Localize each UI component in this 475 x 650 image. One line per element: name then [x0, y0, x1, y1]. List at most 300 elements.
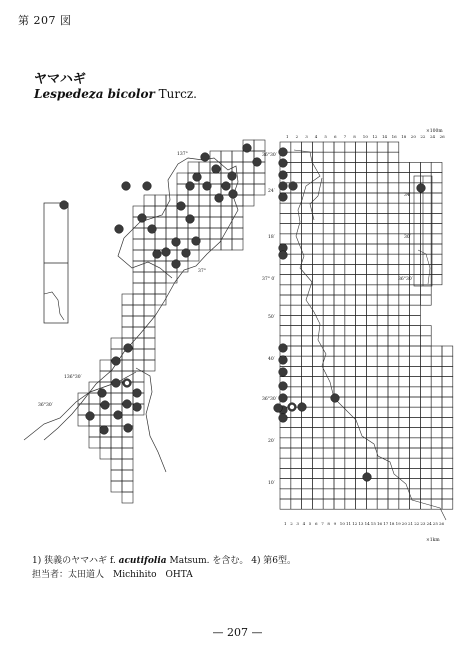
grid-cell — [410, 336, 421, 346]
grid-cell — [431, 183, 442, 193]
grid-cell — [133, 305, 144, 316]
tick-label: 24 — [430, 134, 436, 139]
grid-cell — [210, 173, 221, 184]
grid-cell — [302, 254, 313, 264]
grid-cell — [302, 173, 313, 183]
grid-cell — [399, 346, 410, 356]
grid-cell — [420, 203, 431, 213]
grid-cell — [312, 183, 323, 193]
tick-label: 5 — [324, 134, 327, 139]
grid-cell — [442, 479, 453, 489]
grid-cell — [280, 468, 291, 478]
grid-cell — [280, 275, 291, 285]
grid-cell — [377, 336, 388, 346]
grid-cell — [399, 326, 410, 336]
grid-cell — [111, 426, 122, 437]
grid-cell — [155, 294, 166, 305]
grid-cell — [377, 305, 388, 315]
grid-cell — [243, 184, 254, 195]
grid-cell — [431, 244, 442, 254]
grid-cell — [312, 285, 323, 295]
genus-species: Lespedeza bicolor — [34, 87, 155, 101]
grid-cell — [345, 254, 356, 264]
grid-cell — [122, 437, 133, 448]
grid-cell — [312, 315, 323, 325]
grid-cell — [366, 336, 377, 346]
occurrence-dot — [212, 165, 221, 174]
grid-cell — [280, 305, 291, 315]
grid-cell — [420, 326, 431, 336]
author: Turcz. — [158, 87, 197, 101]
grid-cell — [291, 285, 302, 295]
tick-label: 13 — [358, 521, 364, 526]
grid-cell — [323, 203, 334, 213]
occurrence-dot — [279, 344, 288, 353]
grid-cell — [312, 244, 323, 254]
grid-cell — [420, 234, 431, 244]
grid-cell — [291, 193, 302, 203]
grid-cell — [323, 173, 334, 183]
grid-cell — [410, 254, 421, 264]
grid-cell — [399, 458, 410, 468]
grid-cell — [388, 489, 399, 499]
tick-label: 19 — [395, 521, 401, 526]
lat-30: 36°30′ — [262, 397, 277, 402]
grid-cell — [410, 428, 421, 438]
grid-cell — [345, 458, 356, 468]
grid-cell — [388, 234, 399, 244]
grid-cell — [431, 397, 442, 407]
grid-cell — [356, 356, 367, 366]
grid-cell — [420, 213, 431, 223]
tick-label: 17 — [383, 521, 389, 526]
tick-label: 2 — [295, 134, 299, 139]
grid-cell — [334, 152, 345, 162]
grid-cell — [442, 387, 453, 397]
grid-cell — [431, 479, 442, 489]
grid-cell — [431, 458, 442, 468]
grid-cell — [366, 234, 377, 244]
grid-cell — [420, 295, 431, 305]
grid-cell — [420, 458, 431, 468]
grid-cell — [312, 326, 323, 336]
occurrence-dot — [123, 400, 132, 409]
grid-cell — [377, 142, 388, 152]
tick-label: 4 — [302, 521, 306, 526]
grid-cell — [89, 426, 100, 437]
grid-cell — [420, 377, 431, 387]
grid-cell — [188, 195, 199, 206]
tick-label: 2 — [290, 521, 293, 526]
grid-cell — [377, 468, 388, 478]
page-number: — 207 — — [212, 626, 263, 639]
occurrence-dot — [331, 394, 340, 403]
occurrence-dot — [279, 251, 288, 260]
grid-cell — [280, 264, 291, 274]
grid-cell — [399, 366, 410, 376]
grid-cell — [356, 315, 367, 325]
grid-cell — [399, 336, 410, 346]
occurrence-dot — [279, 148, 288, 157]
grid-cell — [377, 428, 388, 438]
occurrence-dot — [222, 182, 231, 191]
grid-cell — [232, 239, 243, 250]
grid-cell — [334, 428, 345, 438]
grid-cell — [420, 193, 431, 203]
occurrence-dot — [115, 225, 124, 234]
grid-cell — [356, 326, 367, 336]
note1-form: acutifolia — [118, 556, 167, 566]
grid-cell — [302, 438, 313, 448]
grid-cell — [312, 387, 323, 397]
grid-cell — [291, 468, 302, 478]
grid-cell — [243, 195, 254, 206]
grid-cell — [199, 162, 210, 173]
tick-label: 25 — [432, 521, 438, 526]
grid-cell — [388, 315, 399, 325]
grid-cell — [356, 458, 367, 468]
grid-cell — [366, 326, 377, 336]
grid-cell — [144, 294, 155, 305]
lat-18: 18′ — [268, 235, 275, 240]
grid-cell — [399, 305, 410, 315]
tick-label: 8 — [353, 134, 356, 139]
grid-cell — [243, 162, 254, 173]
occurrence-dot — [100, 426, 109, 435]
tick-label: 1 — [284, 521, 287, 526]
grid-cell — [291, 489, 302, 499]
grid-cell — [388, 377, 399, 387]
grid-cell — [356, 173, 367, 183]
grid-cell — [388, 417, 399, 427]
grid-cell — [431, 213, 442, 223]
grid-cell — [366, 285, 377, 295]
grid-cell — [232, 151, 243, 162]
japanese-name: ヤマハギ — [34, 72, 86, 87]
grid-cell — [366, 152, 377, 162]
grid-cell — [388, 346, 399, 356]
grid-cell — [334, 448, 345, 458]
grid-cell — [334, 183, 345, 193]
grid-cell — [377, 285, 388, 295]
occurrence-dot — [182, 249, 191, 258]
grid-cell — [334, 366, 345, 376]
grid-cell — [377, 346, 388, 356]
grid-cell — [323, 438, 334, 448]
grid-cell — [442, 346, 453, 356]
inset-map — [44, 203, 68, 323]
grid-cell — [302, 428, 313, 438]
grid-cell — [122, 448, 133, 459]
grid-cell — [388, 244, 399, 254]
grid-cell — [399, 173, 410, 183]
grid-cell — [377, 366, 388, 376]
grid-cell — [420, 173, 431, 183]
grid-cell — [431, 428, 442, 438]
grid-cell — [377, 152, 388, 162]
grid-cell — [366, 489, 377, 499]
grid-cell — [291, 346, 302, 356]
grid-cell — [345, 305, 356, 315]
grid-cell — [410, 203, 421, 213]
tick-label: 20 — [410, 134, 416, 139]
grid-cell — [144, 272, 155, 283]
grid-cell — [323, 479, 334, 489]
occurrence-dot — [112, 379, 121, 388]
grid-cell — [399, 162, 410, 172]
grid-cell — [323, 285, 334, 295]
dot-center — [125, 381, 129, 385]
grid-cell — [323, 305, 334, 315]
grid-cell — [431, 234, 442, 244]
grid-cell — [377, 315, 388, 325]
grid-cell — [254, 173, 265, 184]
grid-cell — [431, 387, 442, 397]
grid-cell — [420, 336, 431, 346]
grid-cell — [133, 283, 144, 294]
grid-cell — [302, 468, 313, 478]
grid-cell — [377, 234, 388, 244]
grid-cell — [302, 366, 313, 376]
grid-cell — [323, 152, 334, 162]
grid-cell — [399, 315, 410, 325]
grid-cell — [144, 195, 155, 206]
grid-cell — [356, 152, 367, 162]
grid-cell — [210, 239, 221, 250]
grid-cell — [111, 448, 122, 459]
grid-cell — [323, 428, 334, 438]
grid-cell — [166, 228, 177, 239]
occurrence-dot — [186, 215, 195, 224]
grid-cell — [377, 499, 388, 509]
grid-cell — [345, 377, 356, 387]
grid-cell — [312, 448, 323, 458]
inset-a: 34′ — [404, 193, 411, 198]
grid-cell — [366, 499, 377, 509]
grid-cell — [345, 489, 356, 499]
grid-cell — [334, 162, 345, 172]
grid-cell — [388, 142, 399, 152]
grid-cell — [366, 305, 377, 315]
occurrence-dot — [101, 401, 110, 410]
grid-cell — [302, 326, 313, 336]
grid-cell — [366, 428, 377, 438]
grid-cell — [366, 183, 377, 193]
dot-center — [290, 405, 294, 409]
grid-cell — [312, 377, 323, 387]
grid-cell — [334, 438, 345, 448]
grid-cell — [166, 217, 177, 228]
grid-cell — [312, 224, 323, 234]
occurrence-dot — [192, 237, 201, 246]
grid-cell — [377, 213, 388, 223]
grid-cell — [399, 254, 410, 264]
grid-cell — [345, 275, 356, 285]
tick-label: 16 — [391, 134, 397, 139]
grid-cell — [144, 349, 155, 360]
grid-cell — [210, 151, 221, 162]
grid-cell — [399, 213, 410, 223]
grid-cell — [356, 438, 367, 448]
grid-cell — [420, 407, 431, 417]
coord-sw1: 136°30′ — [64, 375, 82, 380]
grid-cell — [345, 295, 356, 305]
grid-cell — [420, 468, 431, 478]
grid-cell — [388, 499, 399, 509]
grid-cell — [312, 417, 323, 427]
grid-cell — [111, 481, 122, 492]
grid-cell — [356, 346, 367, 356]
grid-cell — [420, 285, 431, 295]
grid-cell — [155, 228, 166, 239]
grid-cell — [356, 275, 367, 285]
grid-cell — [366, 193, 377, 203]
grid-cell — [399, 489, 410, 499]
grid-cell — [302, 479, 313, 489]
occurrence-dot — [279, 414, 288, 423]
grid-cell — [133, 349, 144, 360]
grid-cell — [345, 326, 356, 336]
grid-cell — [210, 217, 221, 228]
grid-cell — [388, 152, 399, 162]
grid-cell — [312, 305, 323, 315]
occurrence-dot — [274, 404, 283, 413]
grid-cell — [356, 224, 367, 234]
grid-cell — [399, 264, 410, 274]
grid-cell — [399, 468, 410, 478]
grid-cell — [210, 228, 221, 239]
grid-cell — [291, 438, 302, 448]
grid-cell — [345, 356, 356, 366]
grid-cell — [356, 366, 367, 376]
grid-cell — [221, 239, 232, 250]
grid-cell — [334, 315, 345, 325]
grid-cell — [221, 162, 232, 173]
lat-24: 24′ — [268, 189, 275, 194]
grid-cell — [323, 234, 334, 244]
grid-cell — [312, 458, 323, 468]
grid-cell — [312, 489, 323, 499]
grid-cell — [388, 183, 399, 193]
grid-cell — [155, 217, 166, 228]
grid-cell — [366, 397, 377, 407]
grid-cell — [144, 327, 155, 338]
grid-cell — [312, 152, 323, 162]
grid-cell — [431, 356, 442, 366]
grid-cell — [345, 173, 356, 183]
grid-cell — [100, 360, 111, 371]
grid-cell — [302, 489, 313, 499]
grid-cell — [334, 234, 345, 244]
grid-cell — [334, 224, 345, 234]
grid-cell — [334, 479, 345, 489]
grid-cell — [280, 479, 291, 489]
grid-cell — [399, 438, 410, 448]
grid-cell — [111, 470, 122, 481]
grid-cell — [280, 295, 291, 305]
grid-cell — [377, 275, 388, 285]
tick-label: 7 — [343, 134, 347, 139]
grid-cell — [280, 203, 291, 213]
grid-cell — [199, 217, 210, 228]
right-grid-map — [280, 142, 453, 509]
tick-label: 26 — [439, 521, 445, 526]
grid-cell — [133, 272, 144, 283]
grid-cell — [302, 417, 313, 427]
grid-cell — [122, 305, 133, 316]
grid-cell — [431, 468, 442, 478]
grid-cell — [133, 228, 144, 239]
grid-cell — [144, 360, 155, 371]
grid-cell — [302, 193, 313, 203]
grid-cell — [356, 336, 367, 346]
grid-cell — [366, 366, 377, 376]
grid-cell — [334, 142, 345, 152]
grid-cell — [366, 458, 377, 468]
grid-cell — [388, 254, 399, 264]
grid-cell — [431, 438, 442, 448]
grid-cell — [323, 254, 334, 264]
grid-cell — [302, 346, 313, 356]
grid-cell — [100, 448, 111, 459]
grid-cell — [366, 377, 377, 387]
grid-cell — [334, 326, 345, 336]
grid-cell — [410, 346, 421, 356]
grid-cell — [323, 448, 334, 458]
grid-cell — [388, 468, 399, 478]
grid-cell — [221, 217, 232, 228]
grid-cell — [388, 326, 399, 336]
grid-cell — [377, 397, 388, 407]
note-line-1 — [32, 553, 296, 566]
scale-top: ×100m — [426, 129, 443, 134]
grid-cell — [291, 366, 302, 376]
occurrence-dot — [279, 368, 288, 377]
grid-cell — [442, 377, 453, 387]
grid-cell — [420, 244, 431, 254]
occurrence-dot — [253, 158, 262, 167]
grid-cell — [377, 387, 388, 397]
tick-label: 5 — [308, 521, 312, 526]
grid-cell — [345, 499, 356, 509]
coord-mid: 37° — [198, 269, 206, 274]
grid-cell — [345, 142, 356, 152]
grid-cell — [420, 254, 431, 264]
grid-cell — [210, 184, 221, 195]
occurrence-dot — [417, 184, 426, 193]
grid-cell — [323, 183, 334, 193]
occurrence-dot — [228, 172, 237, 181]
grid-cell — [366, 346, 377, 356]
grid-cell — [431, 173, 442, 183]
occurrence-dot — [289, 182, 298, 191]
grid-cell — [410, 366, 421, 376]
grid-cell — [442, 468, 453, 478]
grid-cell — [410, 417, 421, 427]
grid-cell — [388, 305, 399, 315]
grid-cell — [377, 407, 388, 417]
grid-cell — [366, 275, 377, 285]
grid-cell — [345, 417, 356, 427]
tick-label: 15 — [370, 521, 376, 526]
grid-cell — [280, 285, 291, 295]
lat-20: 20′ — [268, 439, 275, 444]
occurrence-dot — [279, 193, 288, 202]
grid-cell — [345, 183, 356, 193]
grid-cell — [377, 224, 388, 234]
tick-label: 18 — [389, 521, 395, 526]
grid-cell — [388, 203, 399, 213]
